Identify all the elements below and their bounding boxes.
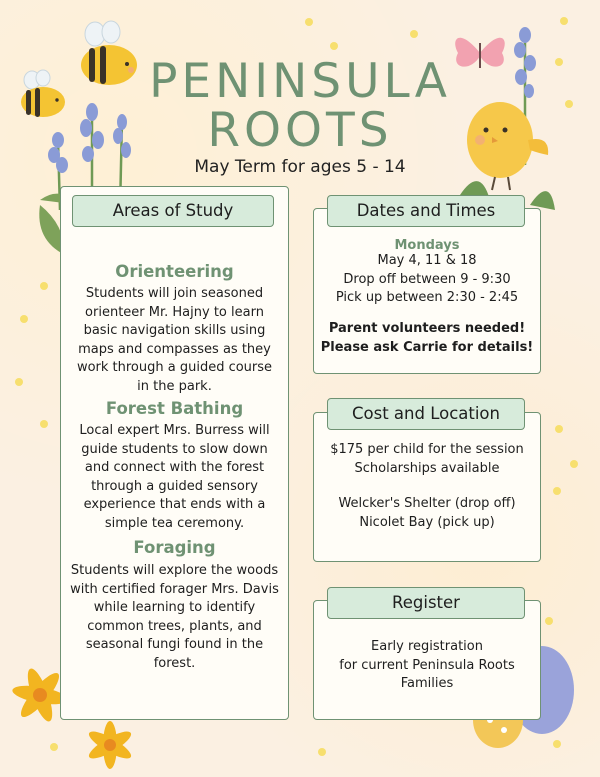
text-line: seasonal fungi found in the (85, 637, 264, 652)
decor-dot (555, 425, 563, 433)
register-text (314, 638, 540, 694)
decor-dot (545, 617, 553, 625)
text-line: Please ask Carrie for details! (320, 339, 534, 355)
section-text-forest-bathing (61, 422, 288, 533)
text-line: Scholarships available (354, 460, 500, 476)
tab-register: Register (327, 587, 525, 619)
decor-dot (305, 18, 313, 26)
page-title-line1: PENINSULA (149, 54, 451, 109)
text-line: Local expert Mrs. Burress will (79, 423, 270, 438)
areas-of-study-card (60, 186, 289, 720)
text-line: Students will join seasoned (85, 286, 264, 301)
text-line: Families (400, 676, 454, 691)
section-heading-orienteering: Orienteering (115, 262, 234, 281)
text-line: $175 per child for the session (330, 442, 524, 457)
text-line: maps and compasses as they (78, 341, 271, 357)
text-line: Nicolet Bay (pick up) (359, 514, 495, 530)
section-text-foraging (61, 562, 288, 673)
decor-dot (40, 282, 48, 290)
decor-dot (570, 460, 578, 468)
section-heading-foraging: Foraging (133, 538, 216, 557)
text-line: Drop off between 9 - 9:30 (343, 271, 511, 287)
text-line: Students will explore the woods (70, 563, 279, 578)
decor-dot (15, 378, 23, 386)
dates-times-card (313, 208, 541, 374)
page-title-line2: ROOTS (207, 103, 393, 158)
text-line: Pick up between 2:30 - 2:45 (335, 290, 519, 305)
text-line: for current Peninsula Roots (339, 657, 515, 673)
tab-cost-and-location: Cost and Location (327, 398, 525, 430)
section-text-orienteering (61, 285, 288, 396)
decor-dot (40, 420, 48, 428)
dates-day: Mondays (394, 238, 460, 253)
decor-dot (318, 748, 326, 756)
text-line: orienteer Mr. Hajny to learn (85, 304, 264, 320)
text-line: Welcker's Shelter (drop off) (338, 496, 516, 511)
text-line: work through a guided course (76, 360, 273, 375)
decor-dot (20, 315, 28, 323)
text-line: experience that ends with a (83, 497, 266, 512)
location-text (314, 495, 540, 532)
text-line: through a guided sensory (91, 478, 258, 494)
text-line: while learning to identify (93, 600, 256, 615)
decor-dot (553, 487, 561, 495)
decor-dot (410, 30, 418, 38)
dates-text (314, 252, 540, 308)
section-heading-forest-bathing: Forest Bathing (105, 399, 244, 418)
tab-areas-of-study: Areas of Study (72, 195, 274, 227)
text-line: Parent volunteers needed! (328, 321, 526, 336)
decor-dot (560, 17, 568, 25)
cost-text (314, 441, 540, 478)
tab-dates-and-times: Dates and Times (327, 195, 525, 227)
text-line: Early registration (371, 639, 483, 654)
text-line: forest. (153, 655, 196, 671)
page-subtitle: May Term for ages 5 - 14 (194, 157, 406, 177)
text-line: with certified forager Mrs. Davis (70, 581, 279, 597)
text-line: and connect with the forest (84, 460, 265, 475)
decor-dot (330, 42, 338, 50)
text-line: in the park. (137, 378, 212, 394)
text-line: May 4, 11 & 18 (377, 253, 477, 268)
text-line: guide students to slow down (81, 441, 268, 457)
volunteer-note (314, 320, 540, 357)
cost-location-card (313, 412, 541, 562)
text-line: common trees, plants, and (87, 618, 262, 634)
text-line: basic navigation skills using (83, 323, 266, 338)
text-line: simple tea ceremony. (104, 515, 245, 531)
